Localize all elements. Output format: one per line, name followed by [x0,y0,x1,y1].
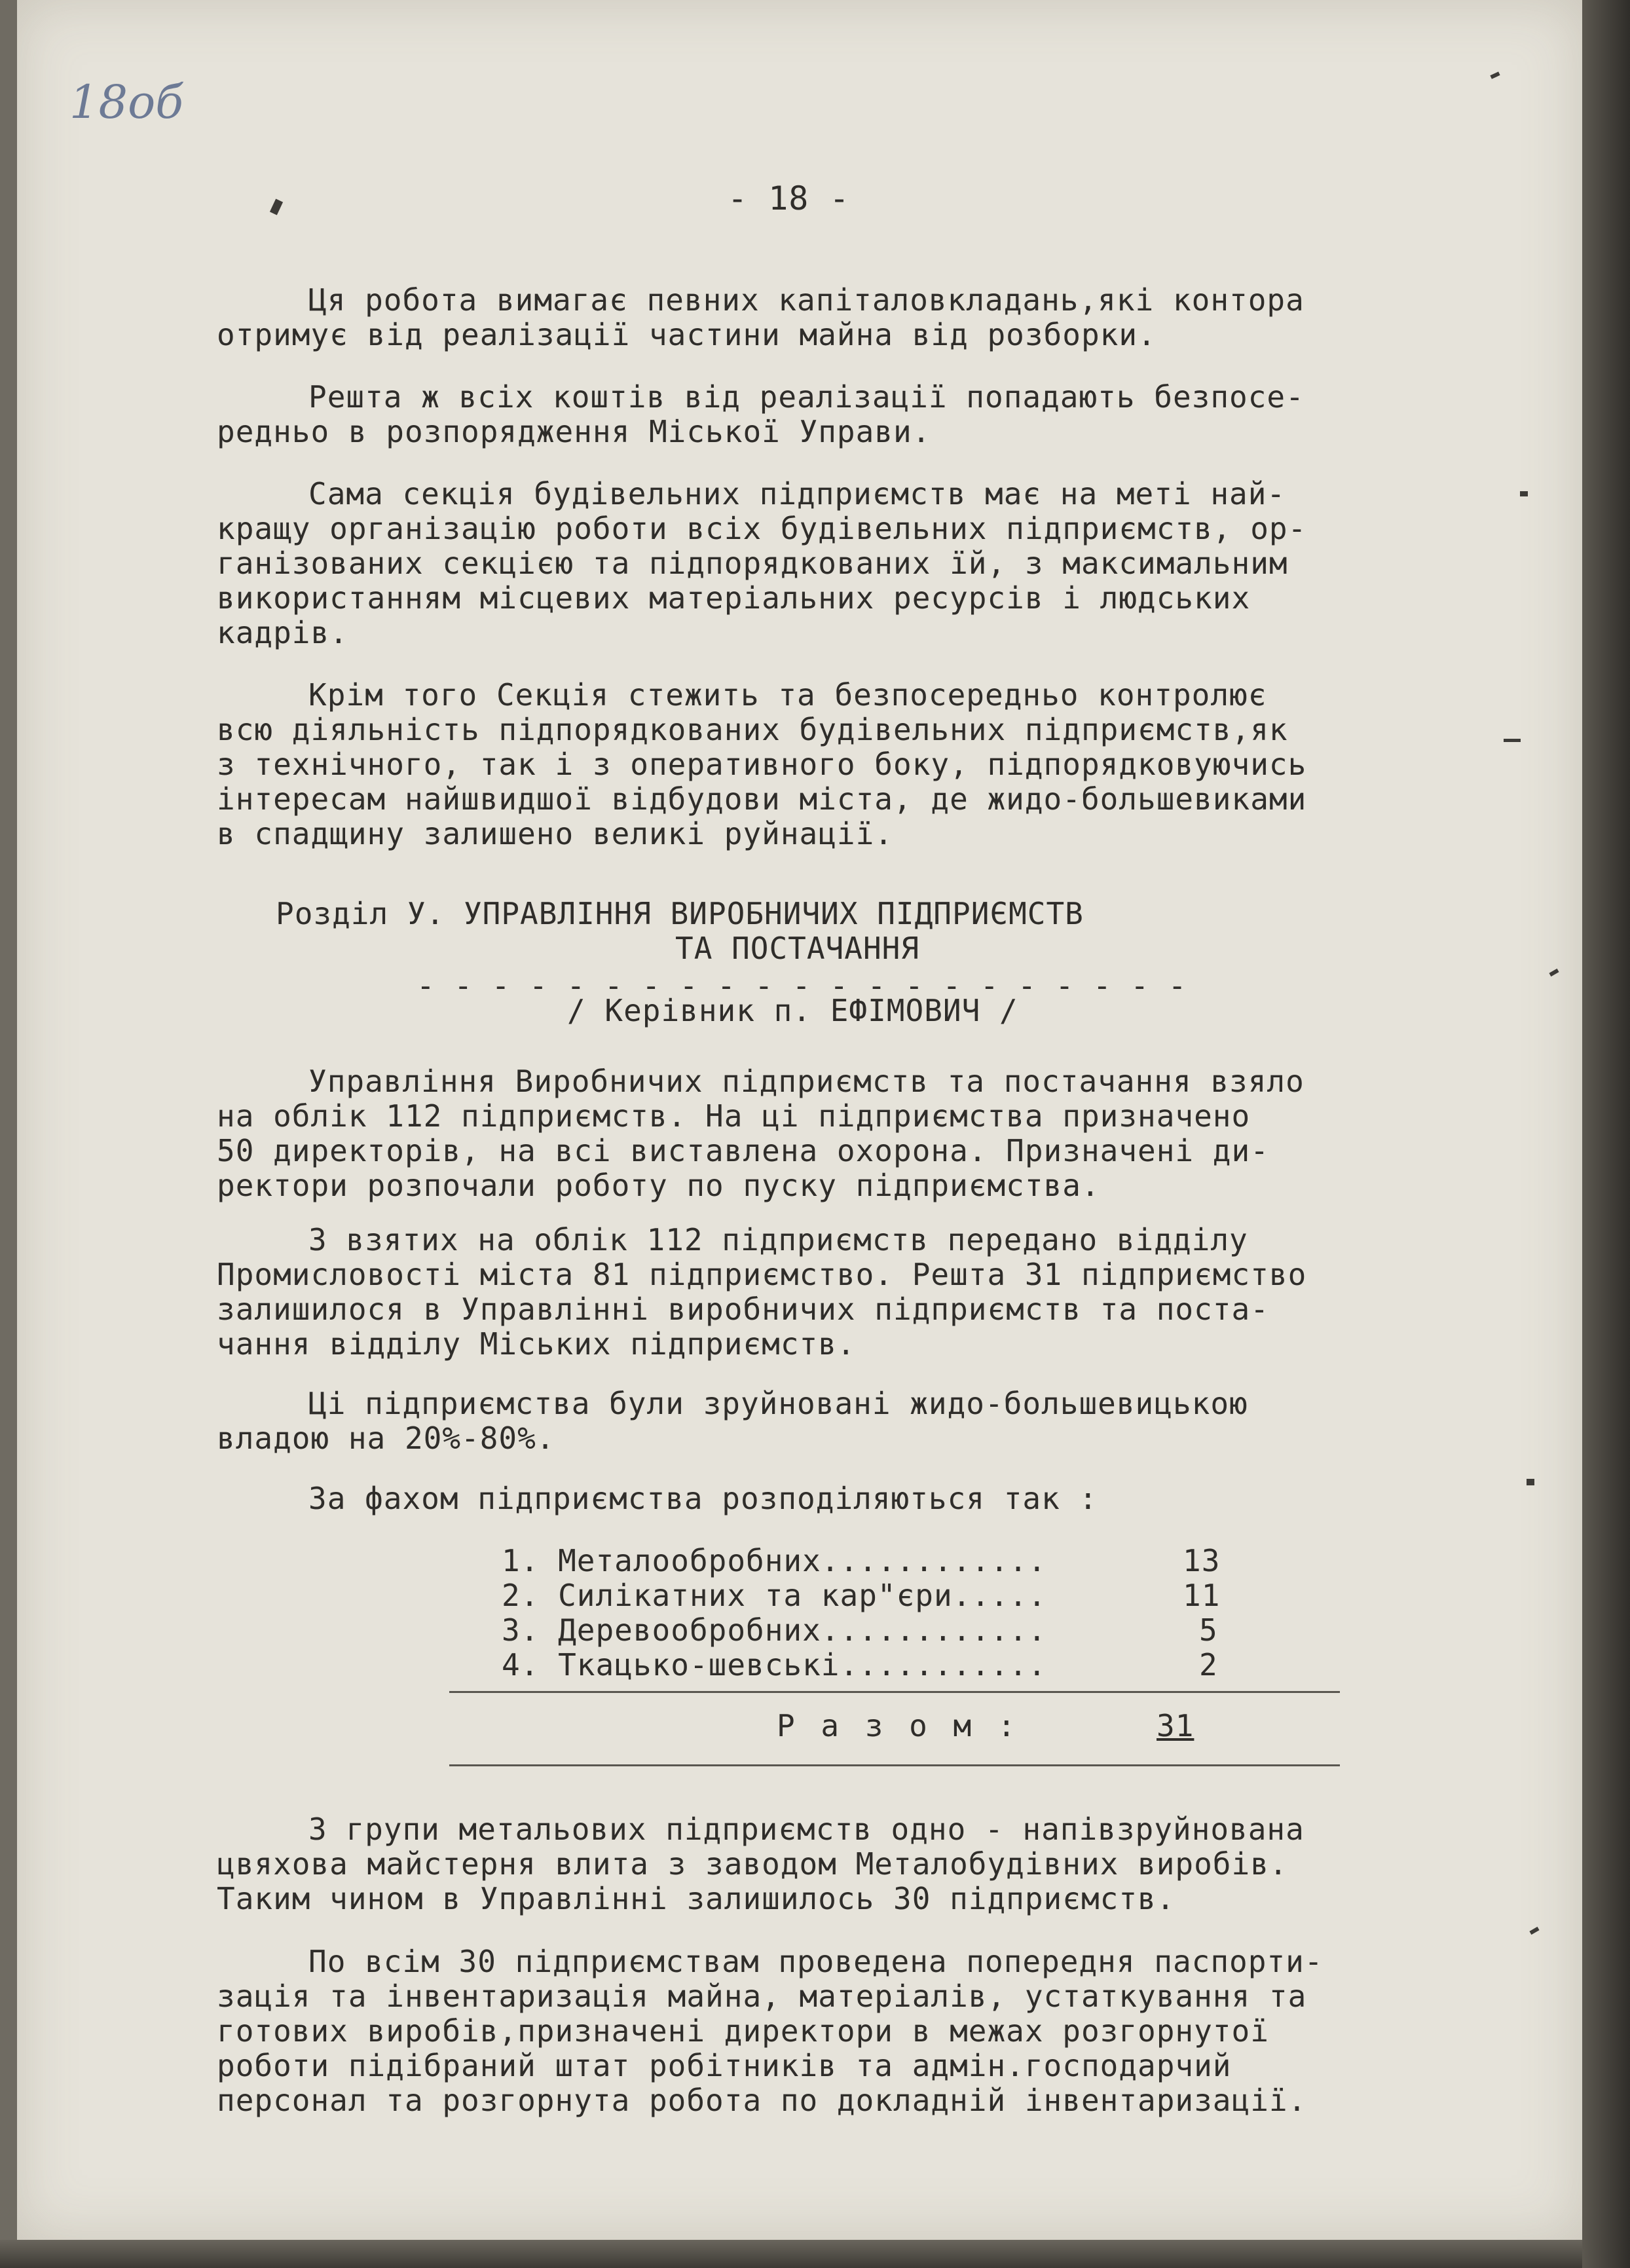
paragraph-line: редньо в розпорядження Міської Управи. [217,414,931,449]
scan-background-right [1582,0,1630,2268]
paper-mark [1527,1479,1534,1485]
paper-mark [1520,491,1528,496]
paragraph-line: на облік 112 підприємств. На ці підприємства призначено [217,1098,1251,1134]
archival-typewritten-page [17,0,1582,2240]
paper-mark [270,198,283,215]
paragraph-line: чання відділу Міських підприємств. [217,1326,856,1362]
paragraph-line: Таким чином в Управлінні залишилось 30 підприємств. [217,1881,1176,1916]
total-label: Р а з о м : [777,1708,1020,1743]
page-number: - 18 - [728,179,850,217]
paragraph-line: отримує від реалізації частини майна від розборки. [217,317,1157,352]
paragraph-line: Сама секція будівельних підприємств має на меті най- [308,476,1286,511]
paragraph-line: ректори розпочали роботу по пуску підприємства. [217,1168,1100,1203]
breakdown-row-value: 13 [1183,1543,1221,1578]
paragraph-line: Крім того Секція стежить та безпосередньо контролює [308,677,1267,713]
breakdown-row-value: 5 [1199,1612,1218,1648]
paragraph-line: кращу організацію роботи всіх будівельних підприємств, ор- [217,511,1307,546]
paper-mark [1529,1927,1539,1935]
archive-folio-note: 18об [69,75,183,129]
total-rule-top [449,1691,1340,1693]
paragraph-line: всю діяльність підпорядкованих будівельних підприємств,як [217,712,1288,747]
paragraph-line: зація та інвентаризація майна, матеріалів, устаткування та [217,1979,1307,2014]
paragraph-line: Ця робота вимагає певних капіталовкладань,які контора [308,282,1305,318]
total-rule-bottom [449,1764,1340,1766]
paragraph-line: За фахом підприємства розподіляються так : [308,1481,1098,1516]
paragraph-line: з технічного, так і з оперативного боку, підпорядковуючись [217,747,1307,782]
paragraph-line: З взятих на облік 112 підприємств передано відділу [308,1222,1248,1257]
section-title: Розділ У. УПРАВЛІННЯ ВИРОБНИЧИХ ПІДПРИЄМСТВ [276,896,1084,931]
breakdown-row-label: 1. Металообробних............ [502,1543,1047,1578]
paragraph-line: готових виробів,призначені директори в межах розгорнутої [217,2013,1269,2049]
paragraph-line: ганізованих секцією та підпорядкованих їй, з максимальним [217,546,1288,581]
paper-mark [1504,739,1521,742]
paragraph-line: кадрів. [217,615,348,650]
breakdown-row-label: 3. Деревообробних............ [502,1612,1047,1648]
paragraph-line: По всім 30 підприємствам проведена попередня паспорти- [308,1944,1324,1979]
paragraph-line: владою на 20%-80%. [217,1421,555,1456]
total-value: 31 [1157,1708,1195,1743]
breakdown-row-label: 2. Силікатних та кар"єри..... [502,1578,1047,1613]
paragraph-line: Решта ж всіх коштів від реалізації попадають безпосе- [308,379,1305,415]
section-divider: - - - - - - - - - - - - - - - - - - - - - [417,968,1187,1003]
paragraph-line: 50 директорів, на всі виставлена охорона. Призначені ди- [217,1133,1269,1168]
paragraph-line: Управління Виробничих підприємств та постачання взяло [308,1064,1305,1099]
paragraph-line: в спадщину залишено великі руйнації. [217,816,893,851]
paragraph-line: цвяхова майстерня влита з заводом Металобудівних виробів. [217,1846,1288,1882]
paragraph-line: персонал та розгорнута робота по докладній інвентаризації. [217,2083,1307,2118]
paragraph-line: Промисловості міста 81 підприємство. Решта 31 підприємство [217,1257,1307,1292]
breakdown-row-value: 11 [1183,1578,1221,1613]
breakdown-row-value: 2 [1199,1647,1218,1682]
paragraph-line: інтересам найшвидшої відбудови міста, де жидо-большевиками [217,781,1307,817]
section-head-person: / Керівник п. ЕФІМОВИЧ / [567,993,1018,1028]
paragraph-line: роботи підібраний штат робітників та адмін.господарчий [217,2048,1232,2083]
paper-mark [1549,969,1559,976]
paragraph-line: використанням місцевих матеріальних ресурсів і людських [217,580,1251,616]
paragraph-line: Ці підприємства були зруйновані жидо-большевицькою [308,1386,1248,1421]
section-title-continued: ТА ПОСТАЧАННЯ [675,931,920,966]
scan-background-bottom [0,2240,1582,2268]
breakdown-row-label: 4. Ткацько-шевські........... [502,1647,1047,1682]
paragraph-line: залишилося в Управлінні виробничих підприємств та поста- [217,1292,1269,1327]
paper-mark [1490,71,1500,79]
paragraph-line: З групи метальових підприємств одно - напівзруйнована [308,1812,1305,1847]
